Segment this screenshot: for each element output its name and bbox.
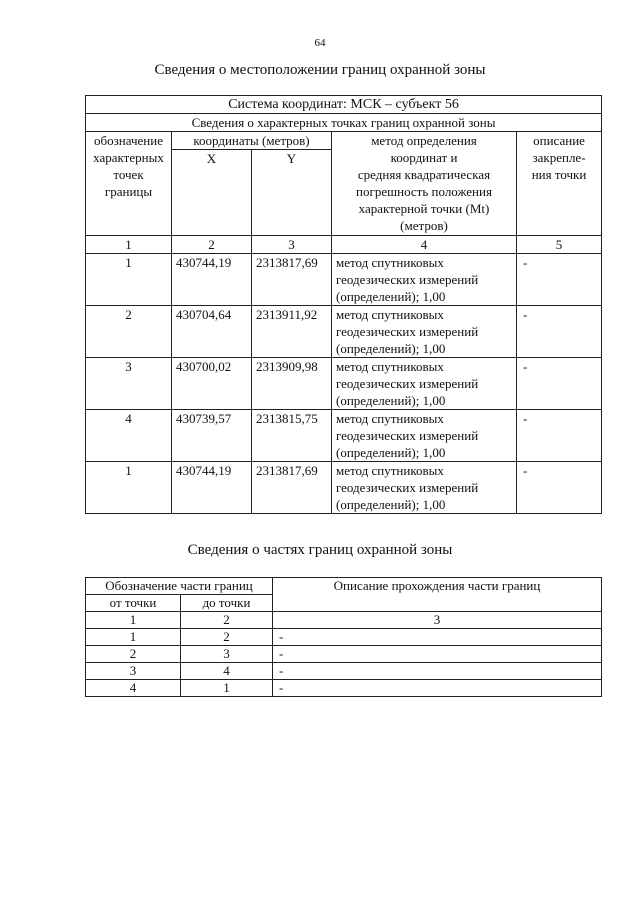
header-coordinates: координаты (метров) <box>172 132 332 150</box>
coord-x: 430739,57 <box>172 410 252 462</box>
part-description: - <box>273 663 602 680</box>
coord-x: 430744,19 <box>172 254 252 306</box>
from-point: 1 <box>86 629 181 646</box>
header-part: Обозначение части границ <box>86 578 273 595</box>
method: метод спутниковых геодезических измерений (определений); 1,00 <box>332 410 517 462</box>
table-row <box>86 629 602 646</box>
to-point: 4 <box>181 663 273 680</box>
header-y: Y <box>252 150 332 236</box>
coord-y: 2313909,98 <box>252 358 332 410</box>
col-number: 5 <box>517 236 602 254</box>
description: - <box>517 462 602 514</box>
point-id: 3 <box>86 358 172 410</box>
from-point: 4 <box>86 680 181 697</box>
from-point: 3 <box>86 663 181 680</box>
table-row <box>86 646 602 663</box>
table-row <box>86 306 602 358</box>
col-number: 4 <box>332 236 517 254</box>
boundary-points-table <box>85 95 602 514</box>
coord-y: 2313817,69 <box>252 462 332 514</box>
method: метод спутниковых геодезических измерений (определений); 1,00 <box>332 306 517 358</box>
point-id: 4 <box>86 410 172 462</box>
to-point: 2 <box>181 629 273 646</box>
method: метод спутниковых геодезических измерений (определений); 1,00 <box>332 462 517 514</box>
col-number: 3 <box>273 612 602 629</box>
point-id: 1 <box>86 254 172 306</box>
point-id: 1 <box>86 462 172 514</box>
part-description: - <box>273 629 602 646</box>
col-number: 1 <box>86 236 172 254</box>
description: - <box>517 306 602 358</box>
description: - <box>517 410 602 462</box>
coord-x: 430704,64 <box>172 306 252 358</box>
method: метод спутниковых геодезических измерений (определений); 1,00 <box>332 254 517 306</box>
to-point: 3 <box>181 646 273 663</box>
header-x: X <box>172 150 252 236</box>
coord-y: 2313911,92 <box>252 306 332 358</box>
header-from: от точки <box>86 595 181 612</box>
part-description: - <box>273 646 602 663</box>
description: - <box>517 254 602 306</box>
section1-title: Сведения о местоположении границ охранной зоны <box>154 62 486 78</box>
point-id: 2 <box>86 306 172 358</box>
table-row <box>86 254 602 306</box>
table-row <box>86 663 602 680</box>
coord-y: 2313817,69 <box>252 254 332 306</box>
method: метод спутниковых геодезических измерений (определений); 1,00 <box>332 358 517 410</box>
to-point: 1 <box>181 680 273 697</box>
table-subtitle: Сведения о характерных точках границ охранной зоны <box>86 114 602 132</box>
page-number: 64 <box>314 37 326 49</box>
col-number: 2 <box>172 236 252 254</box>
header-description: описание закрепле- ния точки <box>517 132 602 236</box>
coord-y: 2313815,75 <box>252 410 332 462</box>
col-number: 3 <box>252 236 332 254</box>
part-description: - <box>273 680 602 697</box>
table-row <box>86 410 602 462</box>
section2-title: Сведения о частях границ охранной зоны <box>187 542 453 558</box>
table-row <box>86 680 602 697</box>
header-point: обозначение характерных точек границы <box>86 132 172 236</box>
header-to: до точки <box>181 595 273 612</box>
header-method: метод определения координат и средняя квадратическая погрешность положения характерной точки (Mt) (метров) <box>332 132 517 236</box>
table-row <box>86 462 602 514</box>
coord-x: 430700,02 <box>172 358 252 410</box>
description: - <box>517 358 602 410</box>
from-point: 2 <box>86 646 181 663</box>
coord-x: 430744,19 <box>172 462 252 514</box>
header-part-description: Описание прохождения части границ <box>273 578 602 612</box>
coordinate-system: Система координат: МСК – субъект 56 <box>86 96 602 114</box>
col-number: 1 <box>86 612 181 629</box>
table-row <box>86 358 602 410</box>
boundary-parts-table <box>85 577 602 697</box>
col-number: 2 <box>181 612 273 629</box>
